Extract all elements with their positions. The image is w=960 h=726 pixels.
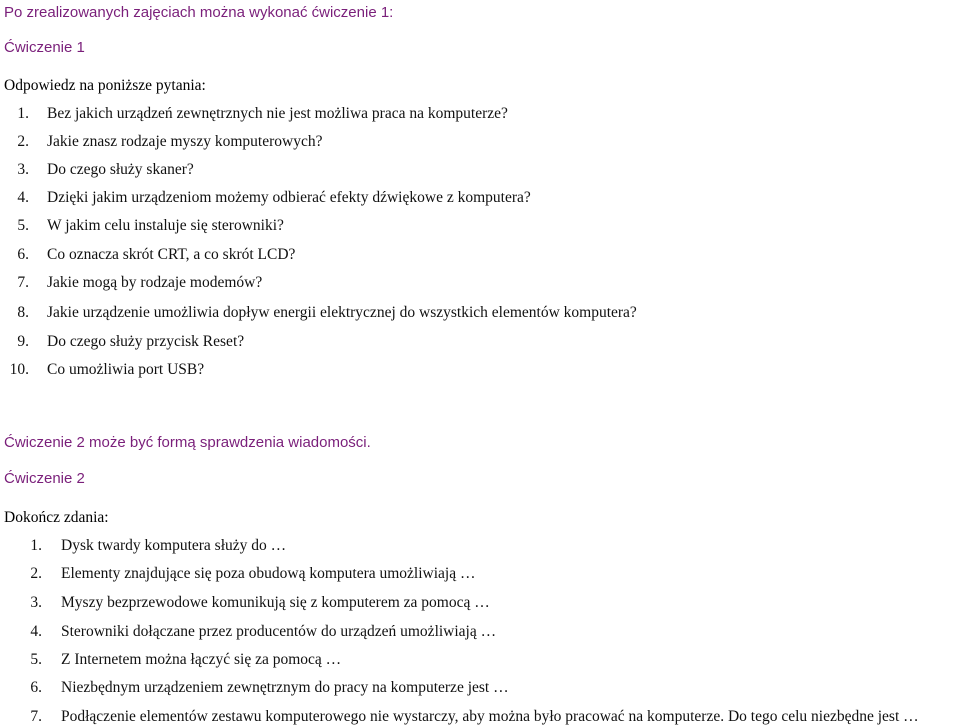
item-text: Niezbędnym urządzeniem zewnętrznym do pracy na komputerze jest …: [61, 679, 509, 696]
question-number: 1.: [17, 105, 29, 122]
completion-item: [0, 623, 496, 641]
exercise-1-title: Ćwiczenie 1: [4, 39, 85, 56]
intro-text-1: Po zrealizowanych zajęciach można wykonać ćwiczenie 1:: [4, 4, 394, 21]
question-item: [0, 274, 262, 292]
question-number: 4.: [17, 189, 29, 206]
question-item: [0, 161, 194, 179]
question-text: Jakie urządzenie umożliwia dopływ energii elektrycznej do wszystkich elementów komputera?: [47, 304, 637, 321]
item-number: 4.: [30, 623, 42, 640]
completion-item: [0, 565, 475, 583]
question-item: [0, 246, 295, 264]
item-number: 3.: [30, 594, 42, 611]
question-item: [0, 217, 284, 235]
item-text: Myszy bezprzewodowe komunikują się z komputerem za pomocą …: [61, 594, 490, 611]
question-text: Co oznacza skrót CRT, a co skrót LCD?: [47, 246, 296, 263]
question-item: [0, 333, 244, 351]
question-item: [0, 105, 508, 123]
intro-text-2: Ćwiczenie 2 może być formą sprawdzenia wiadomości.: [4, 434, 371, 451]
item-text: Sterowniki dołączane przez producentów do urządzeń umożliwiają …: [61, 623, 497, 640]
question-text: Dzięki jakim urządzeniom możemy odbierać efekty dźwiękowe z komputera?: [47, 189, 531, 206]
item-number: 1.: [30, 537, 42, 554]
question-number: 7.: [17, 274, 29, 291]
question-number: 10.: [9, 361, 29, 378]
question-text: Bez jakich urządzeń zewnętrznych nie jest możliwa praca na komputerze?: [47, 105, 508, 122]
question-text: W jakim celu instaluje się sterowniki?: [47, 217, 284, 234]
question-number: 8.: [17, 304, 29, 321]
question-number: 2.: [17, 133, 29, 150]
item-number: 7.: [30, 708, 42, 725]
completion-item: [0, 537, 286, 555]
question-text: Do czego służy przycisk Reset?: [47, 333, 245, 350]
question-number: 6.: [17, 246, 29, 263]
question-text: Jakie mogą by rodzaje modemów?: [47, 274, 263, 291]
completion-item: [0, 594, 490, 612]
item-number: 5.: [30, 651, 42, 668]
item-number: 6.: [30, 679, 42, 696]
item-text: Podłączenie elementów zestawu komputerowego nie wystarczy, aby można było pracować na komputerze. Do tego celu niezbędne jest …: [61, 708, 919, 725]
question-item: [0, 133, 322, 151]
question-text: Jakie znasz rodzaje myszy komputerowych?: [47, 133, 323, 150]
exercise-1-instruction: Odpowiedz na poniższe pytania:: [4, 77, 206, 94]
question-text: Do czego służy skaner?: [47, 161, 194, 178]
completion-item: [0, 651, 341, 669]
question-item: [0, 304, 637, 322]
completion-item: [0, 708, 919, 726]
completion-item: [0, 679, 509, 697]
item-text: Dysk twardy komputera służy do …: [61, 537, 287, 554]
item-text: Elementy znajdujące się poza obudową komputera umożliwiają …: [61, 565, 476, 582]
item-number: 2.: [30, 565, 42, 582]
question-item: [0, 189, 531, 207]
exercise-2-title: Ćwiczenie 2: [4, 470, 85, 487]
question-item: [0, 361, 204, 379]
question-number: 5.: [17, 217, 29, 234]
exercise-2-instruction: Dokończ zdania:: [4, 509, 109, 526]
question-number: 3.: [17, 161, 29, 178]
question-number: 9.: [17, 333, 29, 350]
question-text: Co umożliwia port USB?: [47, 361, 205, 378]
item-text: Z Internetem można łączyć się za pomocą …: [61, 651, 342, 668]
